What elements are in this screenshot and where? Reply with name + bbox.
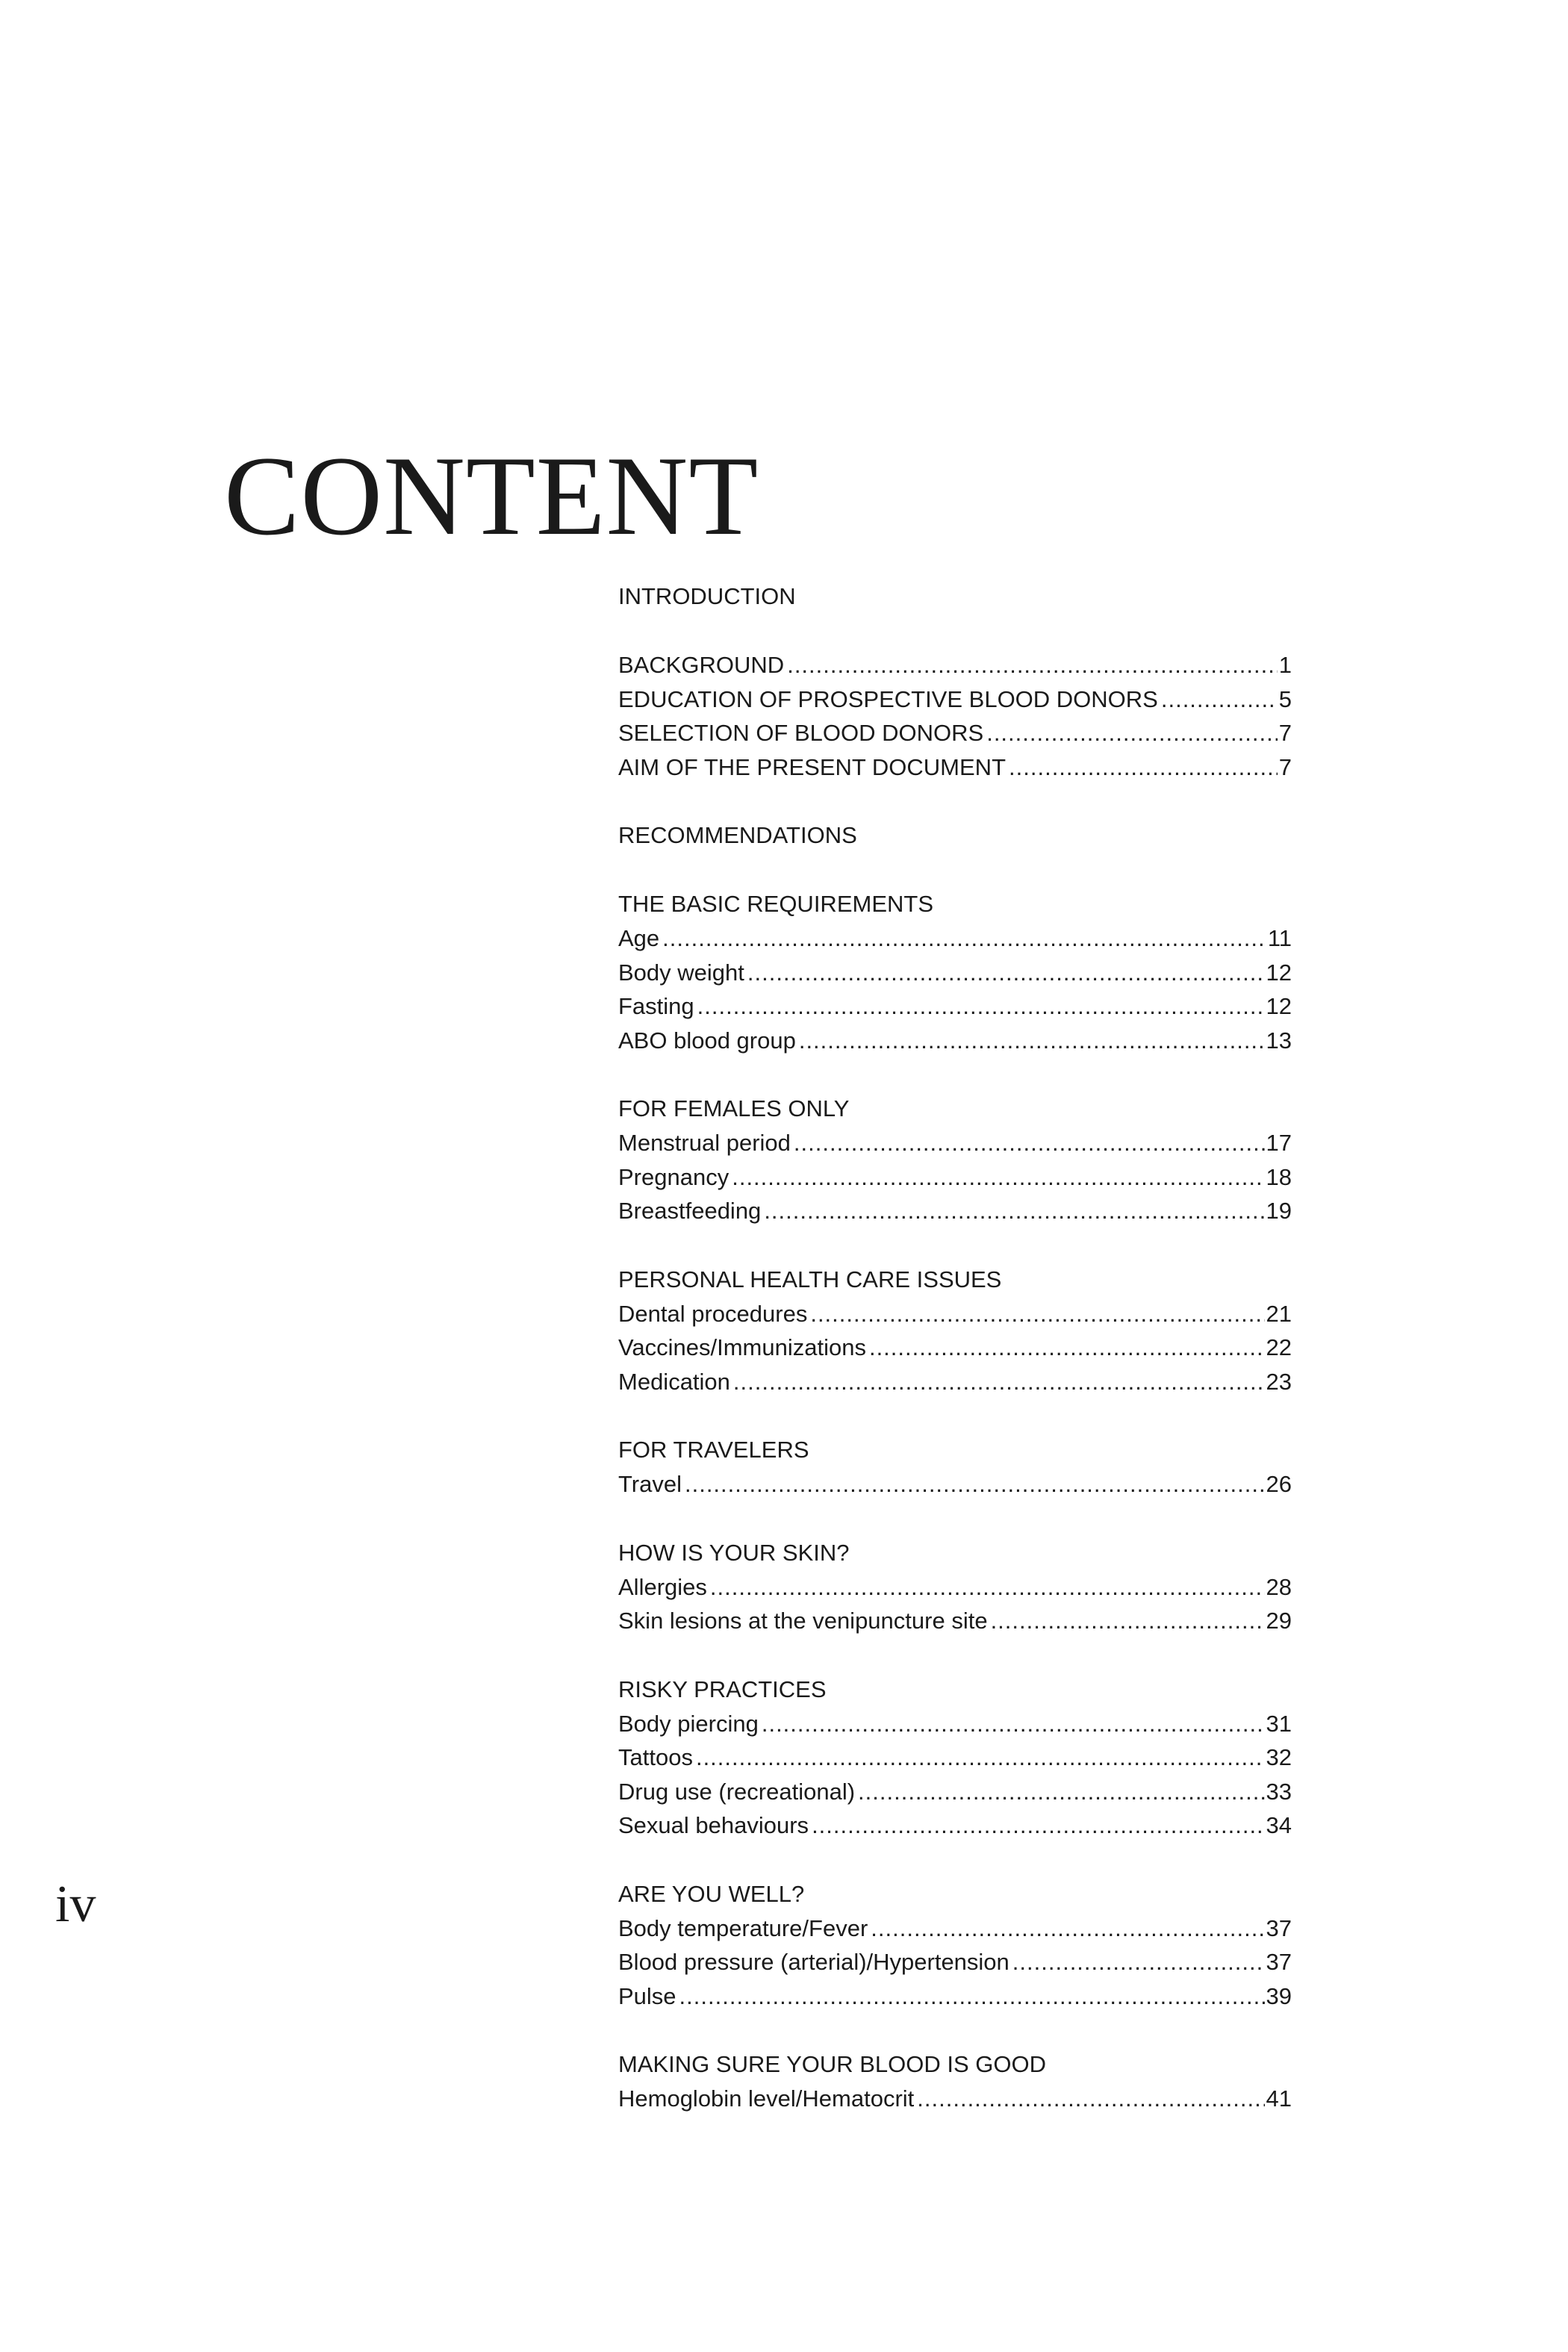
toc-entry-label: Body piercing bbox=[618, 1710, 759, 1737]
toc-entry[interactable] bbox=[618, 682, 1292, 717]
toc-entry-label: Age bbox=[618, 925, 660, 951]
dot-leader bbox=[733, 1365, 1265, 1399]
toc-entry-page: 17 bbox=[1266, 1130, 1292, 1156]
toc-entry-page: 7 bbox=[1278, 753, 1292, 780]
dot-leader bbox=[685, 1467, 1265, 1502]
toc-entry-page: 7 bbox=[1278, 720, 1292, 746]
toc-entry-page: 12 bbox=[1266, 959, 1292, 986]
toc-entry-page: 41 bbox=[1266, 2085, 1292, 2112]
toc-subsections bbox=[618, 887, 1292, 2116]
toc-entry[interactable] bbox=[618, 1297, 1292, 1331]
toc-entry-page: 31 bbox=[1266, 1710, 1292, 1737]
toc-heading: INTRODUCTION bbox=[618, 583, 796, 609]
toc-entry-label: EDUCATION OF PROSPECTIVE BLOOD DONORS bbox=[618, 685, 1158, 712]
toc-heading: FOR TRAVELERS bbox=[618, 1437, 809, 1463]
dot-leader bbox=[762, 1707, 1265, 1741]
dot-leader bbox=[787, 648, 1278, 682]
dot-leader bbox=[732, 1160, 1264, 1195]
toc-entry-page: 19 bbox=[1266, 1198, 1292, 1224]
toc-section bbox=[618, 2047, 1292, 2116]
toc-entry-page: 28 bbox=[1266, 1573, 1292, 1600]
dot-leader bbox=[871, 1911, 1264, 1946]
toc-entry-label: Medication bbox=[618, 1368, 730, 1395]
toc-entry[interactable] bbox=[618, 1331, 1292, 1365]
toc-entry-label: Pulse bbox=[618, 1982, 676, 2009]
dot-leader bbox=[764, 1194, 1264, 1228]
toc-entry[interactable] bbox=[618, 956, 1292, 990]
toc-entry[interactable] bbox=[618, 1911, 1292, 1946]
toc-section-recommendations bbox=[618, 818, 1292, 853]
toc-entry[interactable] bbox=[618, 1194, 1292, 1228]
toc-heading: FOR FEMALES ONLY bbox=[618, 1095, 850, 1121]
toc-section bbox=[618, 1433, 1292, 1502]
toc-entry-label: Sexual behaviours bbox=[618, 1812, 809, 1838]
toc-entry-page: 39 bbox=[1266, 1982, 1292, 2009]
toc-entry-label: Body temperature/Fever bbox=[618, 1914, 868, 1941]
toc-heading: THE BASIC REQUIREMENTS bbox=[618, 891, 933, 917]
toc-entry-label: ABO blood group bbox=[618, 1027, 796, 1054]
dot-leader bbox=[679, 1979, 1265, 2014]
toc-entry-page: 26 bbox=[1266, 1471, 1292, 1497]
toc-entry[interactable] bbox=[618, 716, 1292, 750]
toc-entry-label: Hemoglobin level/Hematocrit bbox=[618, 2085, 915, 2112]
toc-entry-label: Menstrual period bbox=[618, 1130, 791, 1156]
dot-leader bbox=[812, 1808, 1264, 1843]
toc-entry-label: Travel bbox=[618, 1471, 682, 1497]
toc-heading: RECOMMENDATIONS bbox=[618, 822, 857, 848]
dot-leader bbox=[794, 1126, 1265, 1160]
toc-entry[interactable] bbox=[618, 921, 1292, 956]
toc-entry-label: Pregnancy bbox=[618, 1163, 729, 1190]
toc-entry-label: Skin lesions at the venipuncture site bbox=[618, 1608, 988, 1634]
toc-entry-page: 1 bbox=[1278, 652, 1292, 678]
toc-entry-page: 23 bbox=[1266, 1368, 1292, 1395]
dot-leader bbox=[1161, 682, 1278, 717]
dot-leader bbox=[986, 716, 1278, 750]
toc-entry[interactable] bbox=[618, 1365, 1292, 1399]
toc-entry-label: Allergies bbox=[618, 1573, 707, 1600]
toc-entry-label: SELECTION OF BLOOD DONORS bbox=[618, 720, 984, 746]
toc-entry[interactable] bbox=[618, 989, 1292, 1024]
toc-heading: PERSONAL HEALTH CARE ISSUES bbox=[618, 1266, 1002, 1292]
toc-entry-label: Tattoos bbox=[618, 1744, 693, 1770]
toc-entry-label: Breastfeeding bbox=[618, 1198, 762, 1224]
toc-entry[interactable] bbox=[618, 1707, 1292, 1741]
toc-entry[interactable] bbox=[618, 1024, 1292, 1058]
toc-entry-page: 22 bbox=[1266, 1334, 1292, 1360]
table-of-contents bbox=[618, 579, 1292, 2150]
dot-leader bbox=[799, 1024, 1265, 1058]
toc-section bbox=[618, 1263, 1292, 1399]
toc-entry[interactable] bbox=[618, 2082, 1292, 2116]
toc-section bbox=[618, 887, 1292, 1057]
toc-entry[interactable] bbox=[618, 1160, 1292, 1195]
dot-leader bbox=[810, 1297, 1264, 1331]
dot-leader bbox=[1012, 1945, 1265, 1979]
toc-entry-page: 37 bbox=[1266, 1914, 1292, 1941]
toc-entry[interactable] bbox=[618, 648, 1292, 682]
toc-entry[interactable] bbox=[618, 1979, 1292, 2014]
toc-entry-label: Fasting bbox=[618, 993, 694, 1019]
toc-entry[interactable] bbox=[618, 1604, 1292, 1638]
dot-leader bbox=[710, 1570, 1265, 1605]
toc-entry-page: 37 bbox=[1266, 1949, 1292, 1975]
toc-entry-page: 12 bbox=[1266, 993, 1292, 1019]
toc-heading: HOW IS YOUR SKIN? bbox=[618, 1539, 850, 1566]
dot-leader bbox=[917, 2082, 1264, 2116]
toc-entry-page: 13 bbox=[1266, 1027, 1292, 1054]
page-number: iv bbox=[55, 1876, 96, 1933]
toc-entry-page: 11 bbox=[1267, 925, 1292, 951]
toc-heading: ARE YOU WELL? bbox=[618, 1880, 805, 1907]
toc-section-introduction bbox=[618, 579, 1292, 784]
toc-entry-page: 32 bbox=[1266, 1744, 1292, 1770]
toc-entry[interactable] bbox=[618, 1740, 1292, 1775]
toc-entries bbox=[618, 648, 1292, 784]
toc-entry-label: Body weight bbox=[618, 959, 744, 986]
toc-entry[interactable] bbox=[618, 1945, 1292, 1979]
toc-section bbox=[618, 1536, 1292, 1638]
toc-section bbox=[618, 1877, 1292, 2014]
toc-entry[interactable] bbox=[618, 1808, 1292, 1843]
dot-leader bbox=[991, 1604, 1265, 1638]
dot-leader bbox=[747, 956, 1265, 990]
dot-leader bbox=[696, 1740, 1265, 1775]
dot-leader bbox=[697, 989, 1265, 1024]
toc-entry-page: 29 bbox=[1266, 1608, 1292, 1634]
toc-entry-label: Vaccines/Immunizations bbox=[618, 1334, 866, 1360]
toc-heading: RISKY PRACTICES bbox=[618, 1676, 827, 1702]
toc-entry[interactable] bbox=[618, 1775, 1292, 1809]
page-title: CONTENT bbox=[224, 433, 759, 559]
toc-entry-page: 21 bbox=[1266, 1300, 1292, 1327]
toc-entry-page: 34 bbox=[1266, 1812, 1292, 1838]
toc-entry-label: BACKGROUND bbox=[618, 652, 785, 678]
toc-entry[interactable] bbox=[618, 750, 1292, 785]
toc-entry-label: AIM OF THE PRESENT DOCUMENT bbox=[618, 753, 1007, 780]
toc-entry-label: Dental procedures bbox=[618, 1300, 808, 1327]
toc-section bbox=[618, 1092, 1292, 1228]
dot-leader bbox=[869, 1331, 1265, 1365]
toc-entry[interactable] bbox=[618, 1467, 1292, 1502]
toc-entry-page: 5 bbox=[1278, 685, 1292, 712]
toc-section bbox=[618, 1673, 1292, 1843]
toc-entry[interactable] bbox=[618, 1570, 1292, 1605]
dot-leader bbox=[662, 921, 1266, 956]
dot-leader bbox=[1009, 750, 1278, 785]
toc-entry-page: 18 bbox=[1266, 1163, 1292, 1190]
toc-entry[interactable] bbox=[618, 1126, 1292, 1160]
toc-entry-label: Blood pressure (arterial)/Hypertension bbox=[618, 1949, 1009, 1975]
toc-entry-label: Drug use (recreational) bbox=[618, 1778, 856, 1805]
toc-entry-page: 33 bbox=[1266, 1778, 1292, 1805]
toc-heading: MAKING SURE YOUR BLOOD IS GOOD bbox=[618, 2051, 1047, 2077]
dot-leader bbox=[858, 1775, 1264, 1809]
